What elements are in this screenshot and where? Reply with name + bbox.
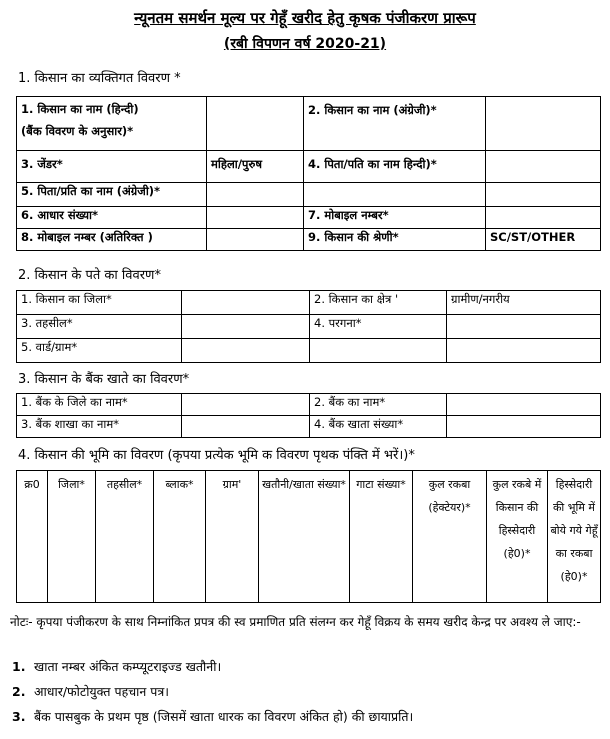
section1-heading: 1. किसान का व्यक्तिगत विवरण * [18, 71, 181, 86]
aadhaar-label: 6. आधार संख्या* [17, 207, 207, 229]
farmer-name-english-label: 2. किसान का नाम (अंग्रेजी)* [304, 97, 486, 151]
col-district: जिला* [48, 471, 96, 603]
bank-branch-label: 3. बैंक शाखा का नाम* [17, 416, 182, 438]
col-tehsil: तहसील* [96, 471, 154, 603]
tehsil-label: 3. तहसील* [17, 315, 182, 339]
area-value[interactable]: ग्रामीण/नगरीय [447, 291, 601, 315]
district-label: 1. किसान का जिला* [17, 291, 182, 315]
father-name-english-field-b[interactable] [304, 183, 486, 207]
father-name-english-field-c[interactable] [486, 183, 601, 207]
father-name-hindi-label: 4. पिता/पति का नाम हिन्दी)* [304, 151, 486, 183]
district-field[interactable] [182, 291, 310, 315]
note-item-1: 1. खाता नम्बर अंकित कम्प्यूटराइज्ड खतौनी। [12, 659, 222, 674]
bank-branch-field[interactable] [182, 416, 310, 438]
aadhaar-field[interactable] [207, 207, 304, 229]
personal-details-table [16, 96, 601, 251]
section3-heading: 3. किसान के बैंक खाते का विवरण* [18, 372, 190, 387]
father-name-english-label: 5. पिता/प्रति का नाम (अंग्रेजी)* [17, 183, 207, 207]
address-details-table [16, 290, 601, 363]
col-khatauni: खतौनी/खाता संख्या* [259, 471, 350, 603]
pargana-field[interactable] [447, 315, 601, 339]
mobile-label: 7. मोबाइल नम्बर* [304, 207, 486, 229]
farmer-category-value[interactable]: SC/ST/OTHER [486, 229, 601, 251]
land-details-table [16, 470, 601, 603]
col-block: ब्लाक* [154, 471, 206, 603]
form-title: न्यूनतम समर्थन मूल्य पर गेहूँ खरीद हेतु कृषक पंजीकरण प्रारूप [134, 9, 476, 27]
pargana-label: 4. परगना* [310, 315, 447, 339]
col-total-area: कुल रकबा (हेक्टेयर)* [413, 471, 487, 603]
father-name-english-field[interactable] [207, 183, 304, 207]
bank-name-label: 2. बैंक का नाम* [310, 394, 447, 416]
tehsil-field[interactable] [182, 315, 310, 339]
section4-heading: 4. किसान की भूमि का विवरण (कृपया प्रत्येक भूमि क विवरण पृथक पंक्ति में भरें।)* [18, 448, 415, 463]
farmer-name-hindi-field[interactable] [207, 97, 304, 151]
gender-value[interactable]: महिला/पुरुष [207, 151, 304, 183]
col-wheat-area: हिस्सेदारी की भूमि में बोये गये गेहूँ का रकबा (हे0)* [548, 471, 601, 603]
col-gata: गाटा संख्या* [350, 471, 413, 603]
account-number-label: 4. बैंक खाता संख्या* [310, 416, 447, 438]
col-share: कुल रकबे में किसान की हिस्सेदारी (हे0)* [487, 471, 548, 603]
ward-village-field-c[interactable] [447, 339, 601, 363]
bank-district-field[interactable] [182, 394, 310, 416]
col-village: ग्राम' [206, 471, 259, 603]
bank-details-table [16, 393, 601, 438]
alt-mobile-label: 8. मोबाइल नम्बर (अतिरिक्त ) [17, 229, 207, 251]
alt-mobile-field[interactable] [207, 229, 304, 251]
note-item-2: 2. आधार/फोटोयुक्त पहचान पत्र। [12, 684, 170, 699]
section2-heading: 2. किसान के पते का विवरण* [18, 268, 161, 283]
farmer-category-label: 9. किसान की श्रेणी* [304, 229, 486, 251]
farmer-name-hindi-label: 1. किसान का नाम (हिन्दी) (बैंक विवरण के अनुसार)* [17, 97, 207, 151]
farmer-name-english-field[interactable] [486, 97, 601, 151]
gender-label: 3. जेंडर* [17, 151, 207, 183]
form-subtitle: (रबी विपणन वर्ष 2020-21) [223, 36, 387, 52]
col-serial: क्र0 [17, 471, 48, 603]
account-number-field[interactable] [447, 416, 601, 438]
area-label: 2. किसान का क्षेत्र ' [310, 291, 447, 315]
ward-village-field[interactable] [182, 339, 310, 363]
bank-district-label: 1. बैंक के जिले का नाम* [17, 394, 182, 416]
note-text: नोटः- कृपया पंजीकरण के साथ निम्नांकित प्रपत्र की स्व प्रमाणित प्रति संलग्न कर गेहूँ विक्रय के समय खरीद केन्द्र पर अवश्य ले जाए:- [10, 615, 581, 629]
mobile-field[interactable] [486, 207, 601, 229]
note-item-3: 3. बैंक पासबुक के प्रथम पृष्ठ (जिसमें खाता धारक का विवरण अंकित हो) की छायाप्रति। [12, 709, 414, 724]
bank-name-field[interactable] [447, 394, 601, 416]
ward-village-field-b[interactable] [310, 339, 447, 363]
ward-village-label: 5. वार्ड/ग्राम* [17, 339, 182, 363]
father-name-hindi-field[interactable] [486, 151, 601, 183]
